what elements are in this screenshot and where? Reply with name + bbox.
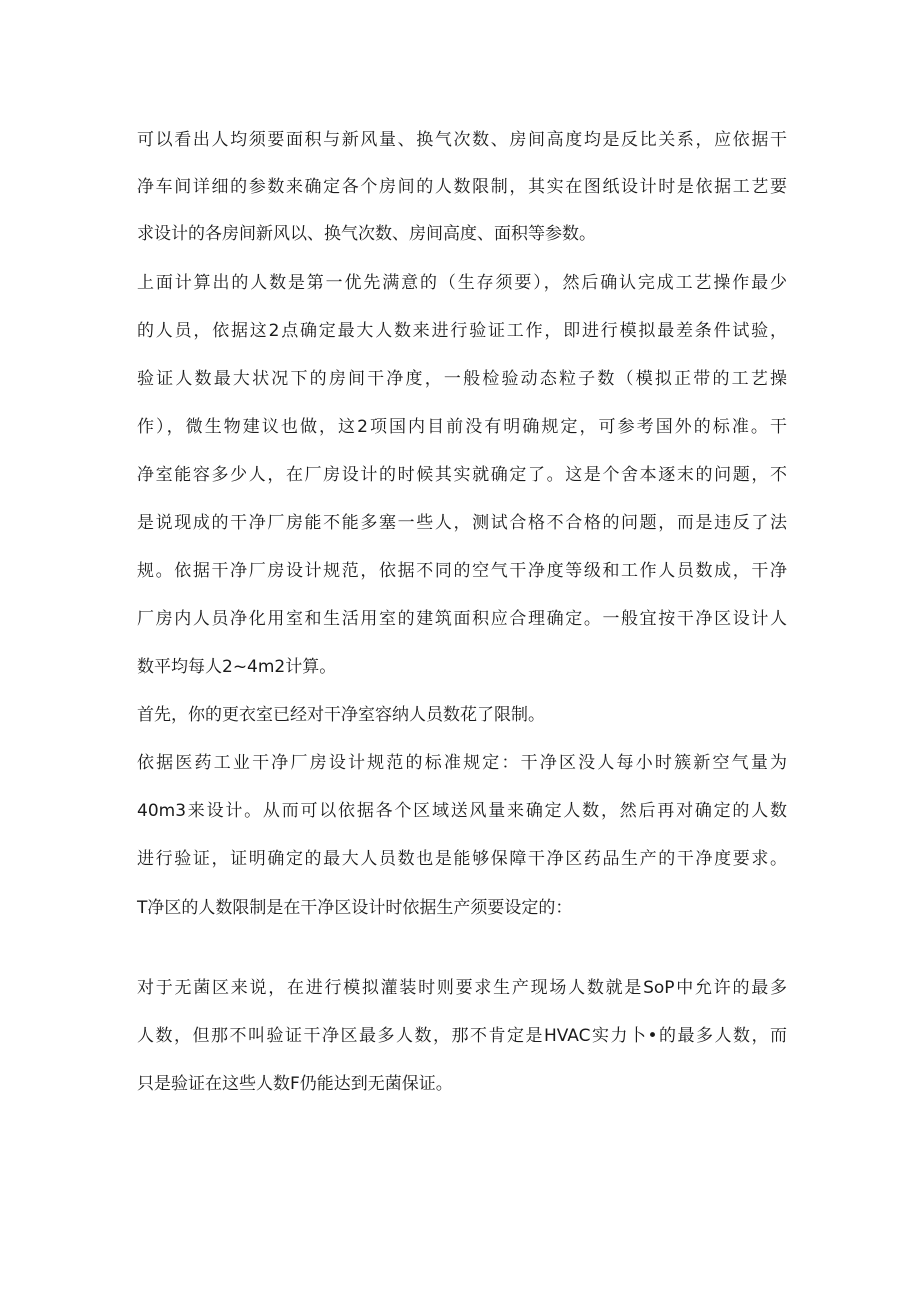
paragraph-2-line-1: 上面计算出的人数是第一优先满意的（生存须要），然后确认完成工艺操作最少 [137, 273, 787, 293]
paragraph-1-line-3: 求设计的各房间新风以、换气次数、房间高度、面积等参数。 [137, 224, 596, 244]
paragraph-6-line-2: 人数，但那不叫验证干净区最多人数，那不肯定是HVAC实力卜•的最多人数，而 [137, 1026, 787, 1046]
paragraph-2-line-7: 规。依据干净厂房设计规范，依据不同的空气干净度等级和工作人员数成，干净 [137, 561, 787, 581]
paragraph-6-line-3: 只是验证在这些人数F仍能达到无菌保证。 [137, 1074, 453, 1094]
paragraph-3-line-1: 首先，你的更衣室已经对干净室容纳人员数花了限制。 [137, 705, 545, 725]
paragraph-4-line-2: 40m3来设计。从而可以依据各个区域送风量来确定人数，然后再对确定的人数 [137, 801, 787, 821]
paragraph-2-line-8: 厂房内人员净化用室和生活用室的建筑面积应合理确定。一般宜按干净区设计人 [137, 609, 787, 629]
paragraph-1-line-1: 可以看出人均须要面积与新风量、换气次数、房间高度均是反比关系，应依据干 [137, 130, 787, 150]
paragraph-4-line-1: 依据医药工业干净厂房设计规范的标准规定：干净区没人每小时簇新空气量为 [137, 753, 787, 773]
paragraph-5-line-1: T净区的人数限制是在干净区设计时依据生产须要设定的： [137, 898, 573, 918]
paragraph-2-line-9: 数平均每人2~4m2计算。 [137, 657, 337, 677]
paragraph-6-line-1: 对于无菌区来说，在进行模拟灌装时则要求生产现场人数就是SoP中允许的最多 [137, 978, 787, 998]
paragraph-2-line-5: 净室能容多少人，在厂房设计的时候其实就确定了。这是个舍本逐末的问题，不 [137, 465, 787, 485]
paragraph-2-line-4: 作），微生物建议也做，这2项国内目前没有明确规定，可参考国外的标准。干 [137, 417, 787, 437]
paragraph-2-line-2: 的人员，依据这2点确定最大人数来进行验证工作，即进行模拟最差条件试验， [137, 321, 787, 341]
paragraph-4-line-3: 进行验证，证明确定的最大人员数也是能够保障干净区药品生产的干净度要求。 [137, 849, 787, 869]
paragraph-1-line-2: 净车间详细的参数来确定各个房间的人数限制，其实在图纸设计时是依据工艺要 [137, 177, 787, 197]
paragraph-2-line-6: 是说现成的干净厂房能不能多塞一些人，测试合格不合格的问题，而是违反了法 [137, 513, 787, 533]
paragraph-2-line-3: 验证人数最大状况下的房间干净度，一般检验动态粒子数（模拟正带的工艺操 [137, 369, 787, 389]
